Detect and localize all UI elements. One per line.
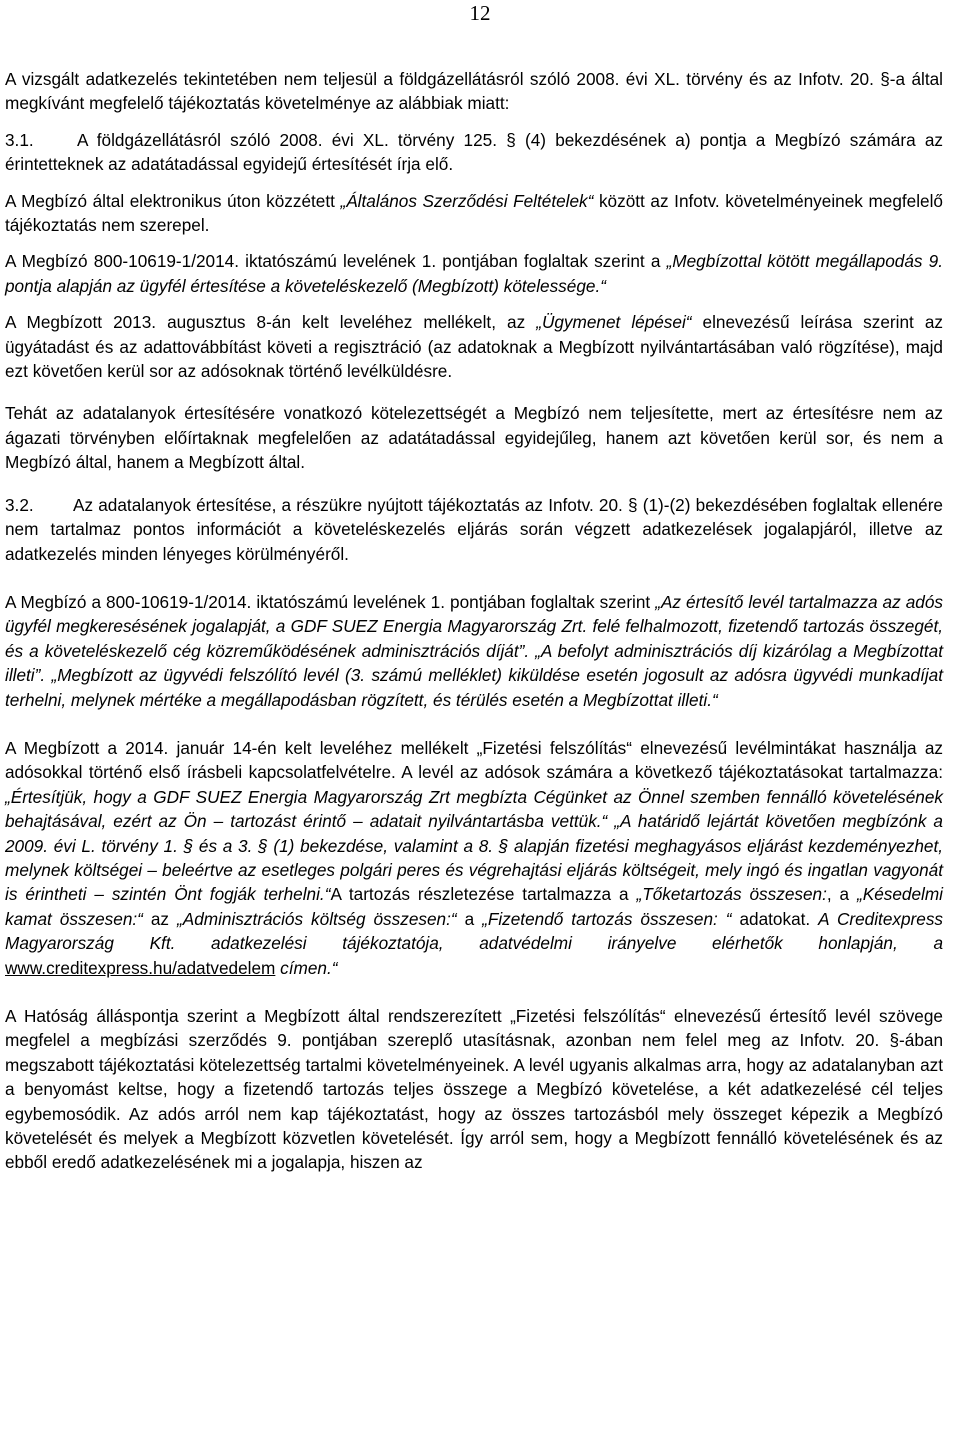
intro-paragraph: A vizsgált adatkezelés tekintetében nem teljesül a földgázellátásról szóló 2008. évi XL. törvény és az Infotv. 20. §-a által megkívánt megfelelő tájékoztatás követelménye az alábbiak miatt: bbox=[5, 69, 943, 114]
paragraph-megbizo-letter: A Megbízó 800-10619-1/2014. iktatószámú levelének 1. pontjában foglaltak szerint a „Megbízottal kötött megállapodás 9. pontja alapján az ügyfél értesítése a követeléskezelő (Megbízott) kötelessége.“ bbox=[5, 251, 943, 296]
quote: „Megbízottal kötött megállapodás 9. pontja alapján az ügyfél értesítése a követeléskezelő (Megbízott) kötelessége.“ bbox=[5, 251, 943, 296]
quote: „Az értesítő levél tartalmazza az adós ügyfél megkeresésének jogalapját, a GDF SUEZ Energia Magyarország Zrt. felé felhalmozott, fizetendő tartozás összegét, és a követeléskezelő cég közreműködésének adminisztrációs díját”. „A befolyt adminisztrációs díj kizárólag a Megbízottat illeti”. „Megbízott az ügyvédi felszólító levél (3. számú melléklet) kiküldése esetén jogosult az adósra ügyvédi munkadíjat terhelni, melynek mértéke a megállapodásban rögzített, és térülés esetén a Megbízottat illeti.“ bbox=[5, 591, 943, 710]
page-number: 12 bbox=[469, 1, 491, 25]
section-3-2 bbox=[5, 493, 943, 566]
quote: „Értesítjük, hogy a GDF SUEZ Energia Magyarország Zrt megbízta Cégünket az Önnel szemben fennálló követelésének behajtásával, ezért az Ön – tartozást érintő – adatait nyilvántartásba vettük.“ „A határidő lejártát követően megbízónk a 2009. évi L. törvény 1. § és a 3. § (1) bekezdése, valamint a 8. § alapján fizetési meghagyásos eljárást kezdeményezhet, melynek költségei – beleértve az esetleges polgári peres és végrehajtási eljárás költségeit, mely ingó és ingatlan vagyonát is érintheti – szintén Önt fogják terhelni.“ bbox=[5, 786, 943, 905]
quoted-title: „Ügymenet lépései“ bbox=[536, 312, 692, 333]
section-number: 3.2. bbox=[5, 494, 34, 515]
paragraph-ugymenet: A Megbízott 2013. augusztus 8-án kelt leveléhez mellékelt, az „Ügymenet lépései“ elnevezésű leírása szerint az ügyátadást és az adattovábbítást követi a regisztráció (az adatoknak a Megbízott nyilvántartásában való rögzítése), majd ezt követően kerül sor az adósoknak történő levélküldésre. bbox=[5, 312, 943, 382]
section-number: 3.1. bbox=[5, 129, 34, 150]
paragraph-asz: A Megbízó által elektronikus úton közzétett „Általános Szerződési Feltételek“ között az Infotv. követelményeinek megfelelő tájékoztatás nem szerepel. bbox=[5, 190, 943, 236]
section-text: Az adatalanyok értesítése, a részükre nyújtott tájékoztatás az Infotv. 20. § (1)-(2) bekezdésében foglaltak ellenére nem tartalmaz pontos információt a követeléskezelés eljárás során végzett adatkezelések jogalapjáról, illetve az adatkezelés minden lényeges körülményéről. bbox=[5, 494, 943, 564]
creditexpress-link[interactable]: www.creditexpress.hu/adatvedelem bbox=[5, 957, 276, 978]
quoted-title: „Általános Szerződési Feltételek“ bbox=[340, 190, 594, 211]
paragraph-ertesito-level: A Megbízó a 800-10619-1/2014. iktatószámú levelének 1. pontjában foglaltak szerint „Az értesítő levél tartalmazza az adós ügyfél megkeresésének jogalapját, a GDF SUEZ Energia Magyarország Zrt. felé felhalmozott, fizetendő tartozás összegét, és a követeléskezelő cég közreműködésének adminisztrációs díját”. „A befolyt adminisztrációs díj kizárólag a Megbízottat illeti”. „Megbízott az ügyvédi felszólító levél (3. számú melléklet) kiküldése esetén jogosult az adósra ügyvédi munkadíjat terhelni, melynek mértéke a megállapodásban rögzített, és térülés esetén a Megbízottat illeti.“ bbox=[5, 591, 943, 710]
paragraph-hatosag-allaspont: A Hatóság álláspontja szerint a Megbízott által rendszerezített „Fizetési felszólítás“ elnevezésű értesítő levél szövege megfelel a megbízási szerződés 9. pontjában szereplő utasításnak, azonban nem felel meg az Infotv. 20. §-ában megszabott tájékoztatási kötelezettség tartalmi követelményeinek. A levél ugyanis alkalmas arra, hogy az adatalanyban azt a benyomást keltse, hogy a fizetendő tartozás teljes összege a Megbízó követelése, a két adatkezelésé cél teljes egybemosódik. Az adós arról nem kap tájékoztatást, hogy az összes tartozásból mely összeget képezik a Megbízó követelését és melyek a Megbízott közvetlen követelését. Így arról sem, hogy a Megbízott fennálló követelésének és az ebből eredő adatkezelésének mi a jogalapja, hiszen az bbox=[5, 1006, 943, 1173]
paragraph-fizetesi-felszolitas: A Megbízott a 2014. január 14-én kelt leveléhez mellékelt „Fizetési felszólítás“ elnevezésű levélmintákat használja az adósokkal történő első írásbeli kapcsolatfelvételre. A levél az adósok számára a következő tájékoztatásokat tartalmazza: „Értesítjük, hogy a GDF SUEZ Energia Magyarország Zrt megbízta Cégünket az Önnel szemben fennálló követelésének behajtásával, ezért az Ön – tartozást érintő – adatait nyilvántartásba vettük.“ „A határidő lejártát követően megbízónk a 2009. évi L. törvény 1. § és a 3. § (1) bekezdése, valamint a 8. § alapján fizetési meghagyásos eljárást kezdeményezhet, melynek költségei – beleértve az esetleges polgári peres és végrehajtási eljárás költségeit, mely ingó és ingatlan vagyonát is érintheti – szintén Önt fogják terhelni.“A tartozás részletezése tartalmazza a „Tőketartozás összesen:, a „Késedelmi kamat összesen:“ az „Adminisztrációs költség összesen:“ a „Fizetendő tartozás összesen: “ adatokat. A Creditexpress Magyarország Kft. adatkezelési tájékoztatója, adatvédelmi irányelve elérhetők honlapján, a www.creditexpress.hu/adatvedelem címen.“ bbox=[5, 737, 944, 978]
paragraph-conclusion: Tehát az adatalanyok értesítésére vonatkozó kötelezettségét a Megbízó nem teljesítette, mert az értesítésre nem az ágazati törvényben előírtaknak megfelelően az adatátadással egyidejűleg, hanem azt követően kerül sor, és nem a Megbízó által, hanem a Megbízott által. bbox=[5, 403, 943, 473]
document-body bbox=[5, 67, 943, 1175]
section-text: A földgázellátásról szóló 2008. évi XL. törvény 125. § (4) bekezdésének a) pontja a Megbízó számára az érintetteknek az adatátadással egyidejű értesítését írja elő. bbox=[5, 129, 943, 175]
section-3-1 bbox=[5, 128, 943, 177]
